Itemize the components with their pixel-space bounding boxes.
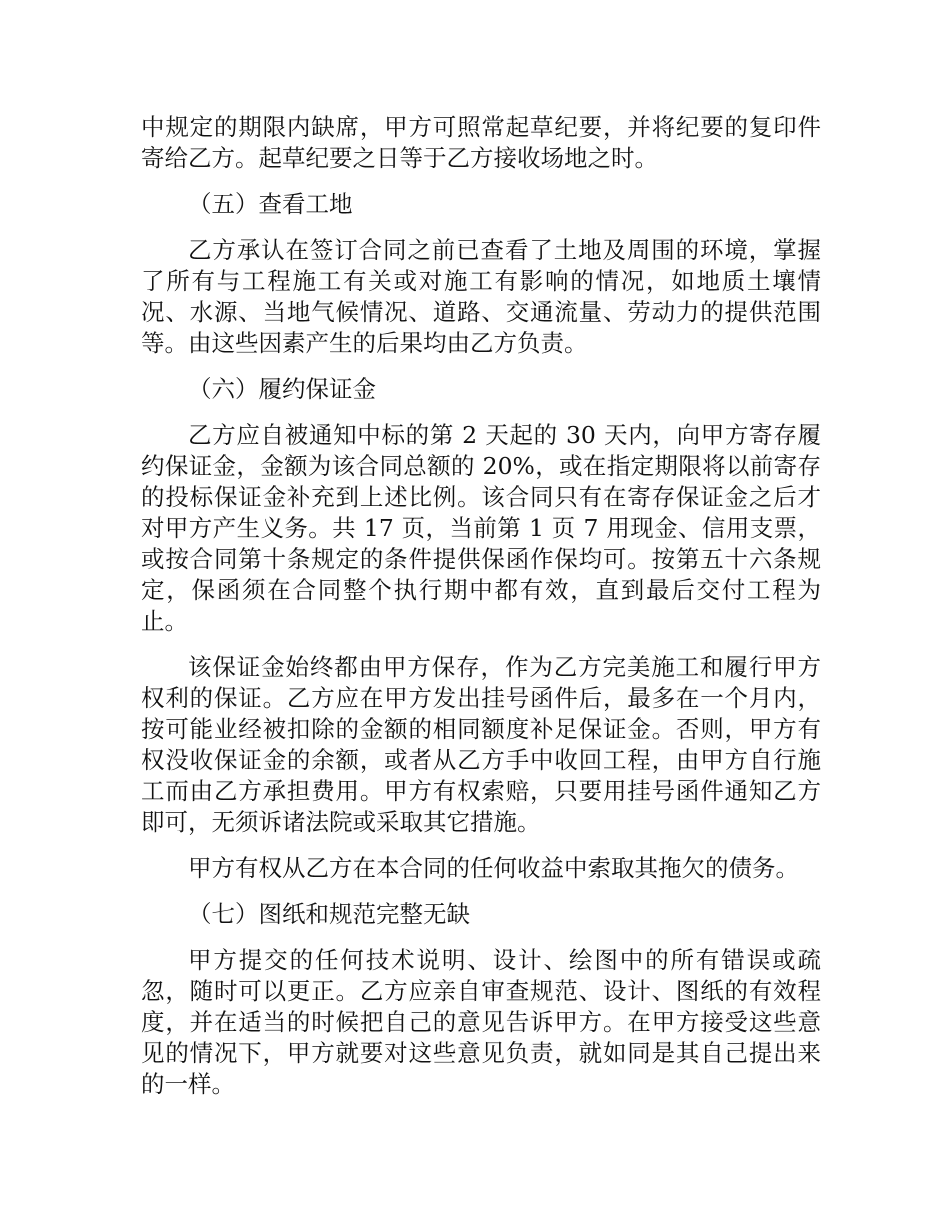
paragraph-bond-deposit: 乙方应自被通知中标的第 2 天起的 30 天内，向甲方寄存履约保证金，金额为该合同总额的 20%，或在指定期限将以前寄存的投标保证金补充到上述比例。该合同只有在寄存保证金之后才对甲方产生义务。共 17 页，当前第 1 页 7 用现金、信用支票，或按合同第十条规定的条件提供保函作保均可。按第五十六条规定，保函须在合同整个执行期中都有效，直到最后交付工程为止。 [141,421,821,635]
paragraph-bond-retention: 该保证金始终都由甲方保存，作为乙方完美施工和履行甲方权利的保证。乙方应在甲方发出挂号函件后，最多在一个月内，按可能业经被扣除的金额的相同额度补足保证金。否则，甲方有权没收保证金的余额，或者从乙方手中收回工程，由甲方自行施工而由乙方承担费用。甲方有权索赔，只要用挂号函件通知乙方即可，无须诉诸法院或采取其它措施。 [141,653,821,836]
document-page [141,112,821,1115]
section-heading-inspect-site: （五）查看工地 [188,190,353,218]
paragraph-site-inspection: 乙方承认在签订合同之前已查看了土地及周围的环境，掌握了所有与工程施工有关或对施工有影响的情况，如地质土壤情况、水源、当地气候情况、道路、交通流量、劳动力的提供范围等。由这些因素产生的后果均由乙方负责。 [141,236,821,357]
paragraph-continuation: 中规定的期限内缺席，甲方可照常起草纪要，并将纪要的复印件寄给乙方。起草纪要之日等于乙方接收场地之时。 [141,113,821,172]
paragraph-debt-claim: 甲方有权从乙方在本合同的任何收益中索取其拖欠的债务。 [188,854,799,882]
section-heading-performance-bond: （六）履约保证金 [188,375,376,403]
paragraph-drawings-errors: 甲方提交的任何技术说明、设计、绘图中的所有错误或疏忽，随时可以更正。乙方应亲自审查规范、设计、图纸的有效程度，并在适当的时候把自己的意见告诉甲方。在甲方接受这些意见的情况下，甲方就要对这些意见负责，就如同是其自己提出来的一样。 [141,946,821,1098]
section-heading-drawings-specs: （七）图纸和规范完整无缺 [188,900,470,928]
